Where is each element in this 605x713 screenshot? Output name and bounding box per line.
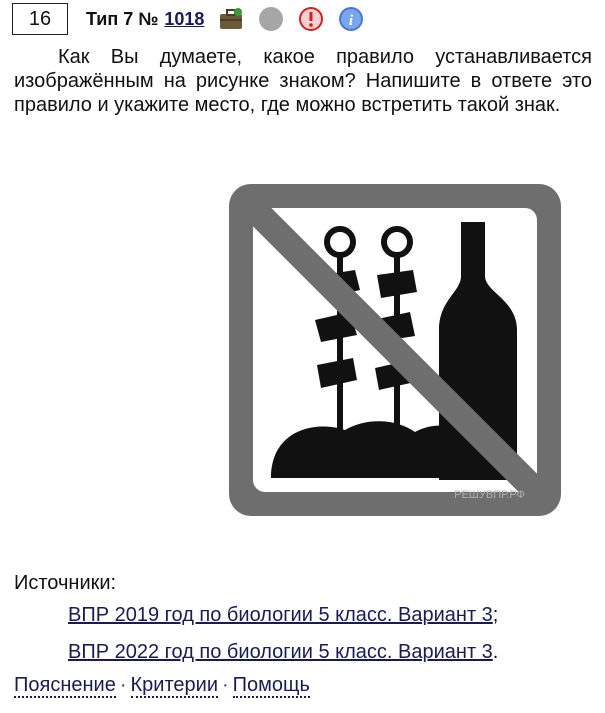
sources-title: Источники: <box>14 572 117 594</box>
grey-circle-icon[interactable] <box>258 6 284 32</box>
question-text: Как Вы думаете, какое правило устанавливается изображённым на рисунке знаком? Напишите в ответе это правило и укажите место, где можно встретить такой знак. <box>14 46 592 116</box>
explanation-link[interactable]: Пояснение <box>14 674 116 696</box>
footer-links <box>14 674 310 697</box>
briefcase-icon[interactable] <box>218 6 244 32</box>
task-type-label: Тип 7 № <box>86 8 159 29</box>
task-number: 16 <box>12 3 68 35</box>
separator: · <box>119 674 127 696</box>
source-link-2019[interactable]: ВПР 2019 год по биологии 5 класс. Вариант 3 <box>68 604 493 626</box>
help-link[interactable]: Помощь <box>232 674 310 696</box>
problem-id-link[interactable]: 1018 <box>164 8 205 29</box>
info-icon[interactable] <box>338 6 364 32</box>
separator: · <box>222 674 229 696</box>
source-suffix: ; <box>492 604 499 626</box>
svg-text:i: i <box>349 13 354 29</box>
criteria-link[interactable]: Критерии <box>130 674 218 696</box>
prohibition-sign-image <box>225 180 565 520</box>
exclamation-icon[interactable] <box>298 6 324 32</box>
source-suffix: . <box>492 641 499 663</box>
source-link-2022[interactable]: ВПР 2022 год по биологии 5 класс. Вариант 3 <box>68 641 493 663</box>
watermark: РЕШУВПР.РФ <box>454 489 525 501</box>
task-header <box>86 4 364 34</box>
source-item <box>68 604 498 627</box>
source-item <box>68 641 498 664</box>
